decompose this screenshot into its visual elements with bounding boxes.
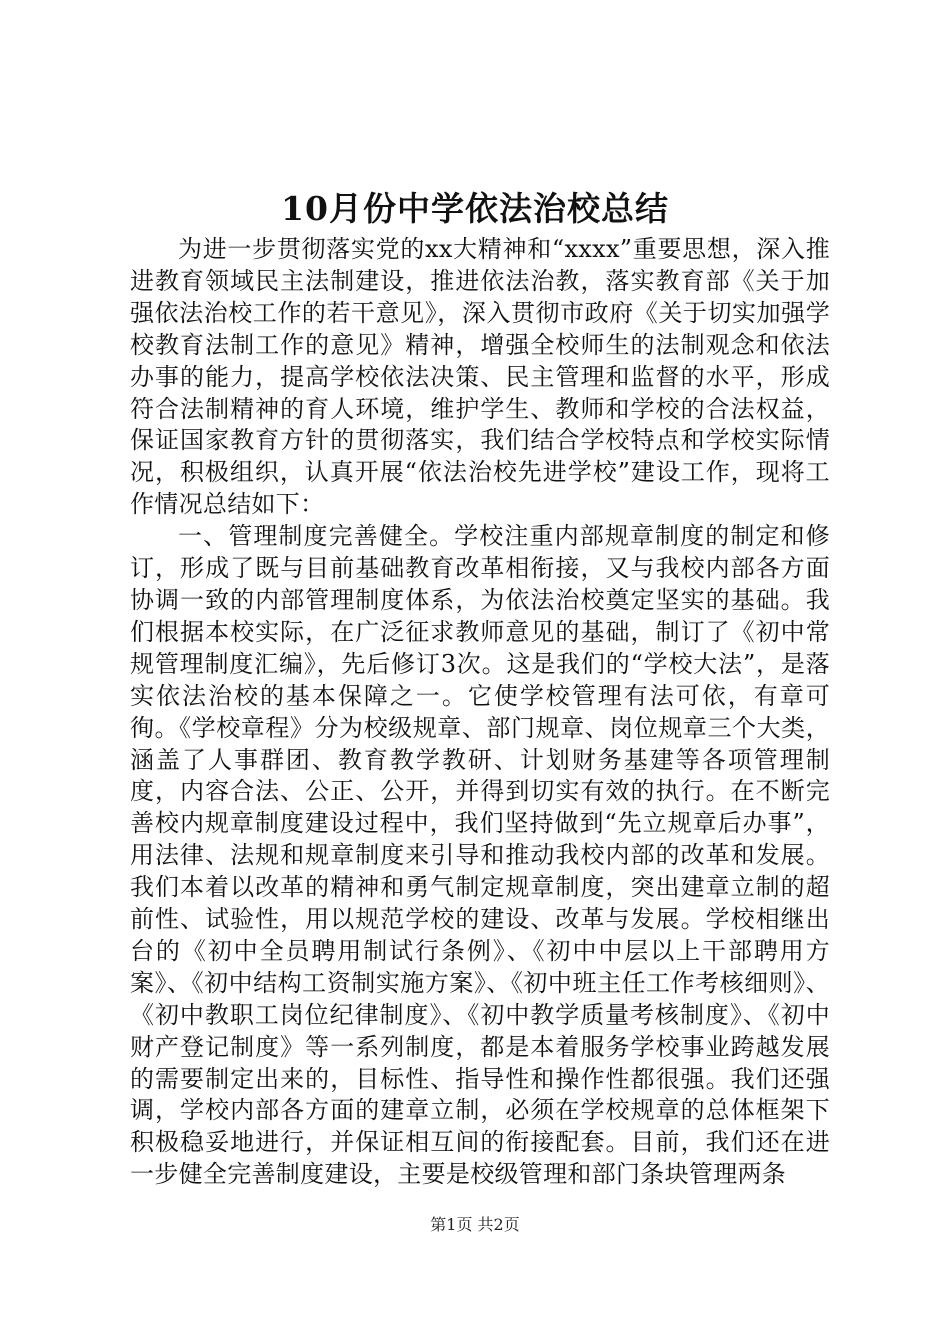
intro-paragraph: 为进一步贯彻落实党的xx大精神和“xxxx”重要思想，深入推进教育领域民主法制建设，推进依法治教，落实教育部《关于加强依法治校工作的若干意见》，深入贯彻市政府《关于切实加强学校教育法制工作的意见》精神，增强全校师生的法制观念和依法办事的能力，提高学校依法决策、民主管理和监督的水平，形成符合法制精神的育人环境，维护学生、教师和学校的合法权益，保证国家教育方针的贯彻落实，我们结合学校特点和学校实际情况，积极组织，认真开展“依法治校先进学校”建设工作，现将工作情况总结如下： bbox=[130, 235, 830, 519]
page-footer: 第1页 共2页 bbox=[430, 1215, 520, 1234]
document-body bbox=[130, 234, 830, 1191]
section-one-paragraph: 一、管理制度完善健全。学校注重内部规章制度的制定和修订，形成了既与目前基础教育改革相衔接，又与我校内部各方面协调一致的内部管理制度体系，为依法治校奠定坚实的基础。我们根据本校实际，在广泛征求教师意见的基础，制订了《初中常规管理制度汇编》，先后修订3次。这是我们的“学校大法”，是落实依法治校的基本保障之一。它使学校管理有法可依，有章可徇。《学校章程》分为校级规章、部门规章、岗位规章三个大类，涵盖了人事群团、教育教学教研、计划财务基建等各项管理制度，内容合法、公正、公开，并得到切实有效的执行。在不断完善校内规章制度建设过程中，我们坚持做到“先立规章后办事”，用法律、法规和规章制度来引导和推动我校内部的改革和发展。我们本着以改革的精神和勇气制定规章制度，突出建章立制的超前性、试验性，用以规范学校的建设、改革与发展。学校相继出台的《初中全员聘用制试行条例》、《初中中层以上干部聘用方案》、《初中结构工资制实施方案》、《初中班主任工作考核细则》、《初中教职工岗位纪律制度》、《初中教学质量考核制度》、《初中财产登记制度》等一系列制度，都是本着服务学校事业跨越发展的需要制定出来的，目标性、指导性和操作性都很强。我们还强调，学校内部各方面的建章立制，必须在学校规章的总体框架下积极稳妥地进行，并保证相互间的衔接配套。目前，我们还在进一步健全完善制度建设，主要是校级管理和部门条块管理两条 bbox=[130, 522, 830, 1189]
document-title: 10月份中学依法治校总结 bbox=[281, 189, 669, 228]
